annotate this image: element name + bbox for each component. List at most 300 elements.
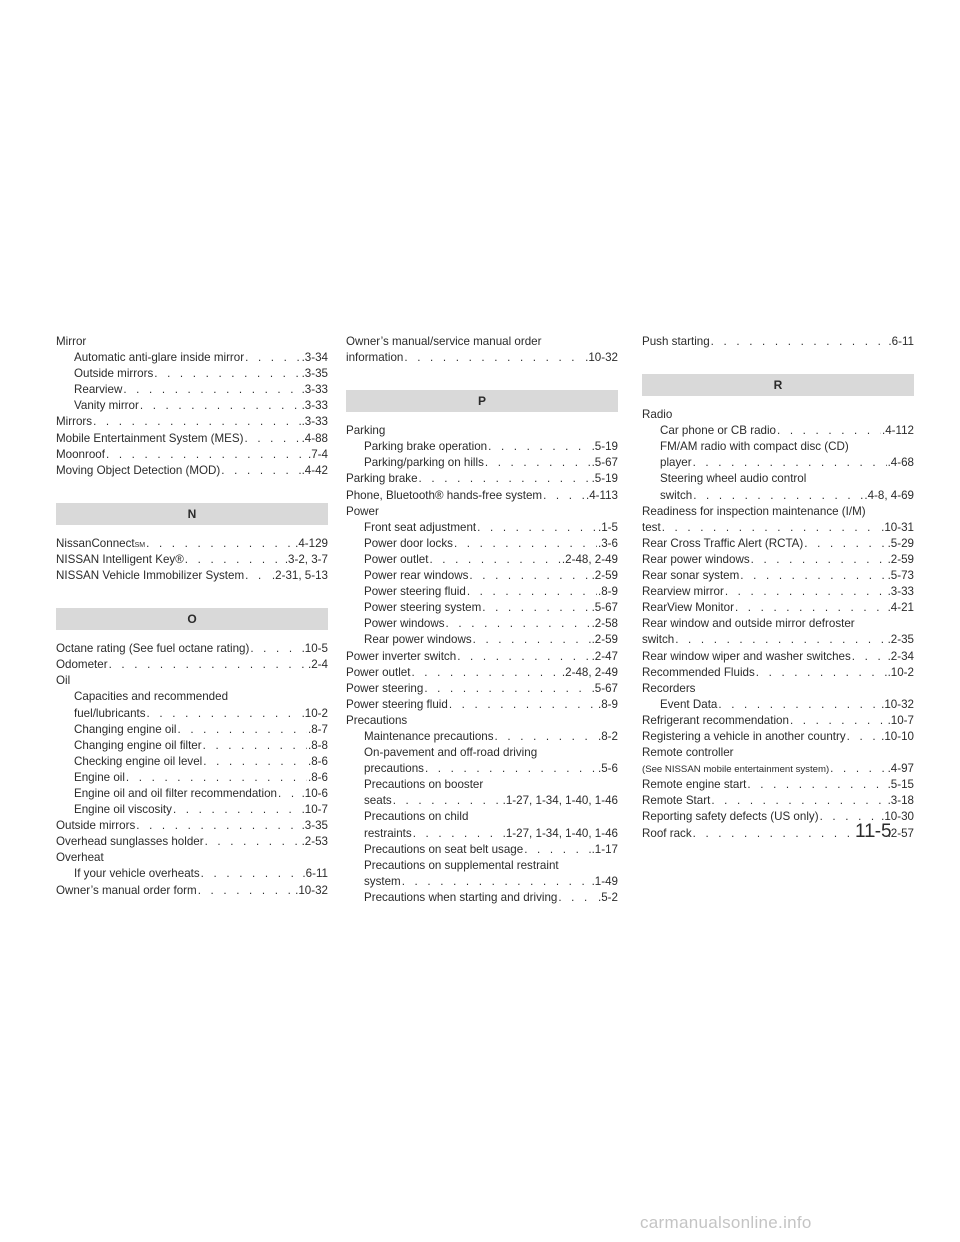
entry-text: Vanity mirror [74,399,139,413]
page-reference: .10-7 [887,713,914,727]
entry-text: FM/AM radio with compact disc (CD) [660,440,849,454]
index-subentry [56,738,328,754]
index-entry [642,584,914,600]
entry-text: Checking engine oil level [74,754,203,768]
dot-leader [693,455,887,471]
index-subentry [56,689,328,705]
index-entry [642,649,914,665]
entry-text: Overhead sunglasses holder [56,835,204,849]
index-entry [56,334,328,350]
dot-leader [847,729,880,745]
watermark[interactable]: carmanualsonline.info [640,1213,812,1232]
index-column-1 [56,334,328,899]
index-entry [642,729,914,745]
page-reference: .3-33 [887,585,914,599]
index-subentry [56,350,328,366]
dot-leader [747,777,886,793]
page-reference: .2-47 [591,649,618,663]
entry-text: Precautions on child [364,810,469,824]
page-reference: .10-32 [295,883,328,897]
dot-leader [250,641,300,657]
entry-text: Mirror [56,335,87,348]
index-entry [56,673,328,689]
page-reference: .3-33 [301,399,328,413]
entry-text: Octane rating (See fuel octane rating) [56,642,250,656]
dot-leader [221,463,300,479]
page-reference: .3-35 [301,819,328,833]
page-reference: .4-8, 4-69 [864,488,914,502]
page-reference: .8-8 [308,738,328,752]
dot-leader [449,697,597,713]
entry-text: Power steering fluid [346,697,448,711]
page-reference: .5-73 [887,569,914,583]
page-reference: .2-59 [591,569,618,583]
index-subentry [56,382,328,398]
entry-text: Steering wheel audio control [660,472,807,486]
page-reference: .4-129 [295,536,328,550]
entry-text: Rearview mirror [642,585,724,599]
entry-text: Recorders [642,681,696,695]
index-subentry [642,439,914,455]
entry-text: NISSAN Vehicle Immobilizer System [56,569,245,583]
index-subentry [56,754,328,770]
entry-text: On-pavement and off-road driving [364,746,538,760]
index-entry [346,504,618,520]
index-subentry [346,777,618,793]
page-reference: .6-11 [888,335,914,348]
entry-text: Push starting [642,335,710,348]
dot-leader [146,536,294,552]
page-reference: .3-34 [301,351,328,365]
page-reference: .2-59 [887,552,914,566]
index-entry [642,520,914,536]
page-reference: .5-15 [887,778,914,792]
dot-leader [718,697,880,713]
page-reference: .4-42 [301,463,328,477]
index-entry [56,818,328,834]
entry-text: switch [642,633,675,647]
index-entry [56,850,328,866]
index-entry [346,713,618,729]
dot-leader [735,600,887,616]
entry-text: Power [346,504,379,518]
index-entry [642,793,914,809]
entry-text: information [346,351,404,365]
dot-leader [245,350,300,366]
entry-text: Parking [346,424,386,438]
index-entry [642,745,914,761]
index-subentry [346,536,618,552]
entry-text: Engine oil viscosity [74,803,172,817]
page-reference: .10-7 [301,803,328,817]
index-subentry [346,455,618,471]
dot-leader [109,657,307,673]
entry-text: Remote Start [642,794,711,808]
page-reference: .10-10 [881,729,914,743]
entry-text: Recommended Fluids [642,665,755,679]
index-subentry [346,520,618,536]
index-subentry [346,890,618,906]
index-subentry [56,770,328,786]
entry-text: Owner’s manual order form [56,883,197,897]
section-header: P [346,390,618,412]
index-subentry [346,745,618,761]
index-subentry [346,809,618,825]
dot-leader [198,883,294,899]
index-subentry [642,697,914,713]
dot-leader [201,866,302,882]
entry-text: Power door locks [364,536,453,550]
dot-leader [488,439,590,455]
entry-text: Front seat adjustment [364,520,477,534]
dot-leader [830,761,886,777]
index-subentry [346,842,618,858]
dot-leader [413,826,502,842]
page-reference: .3-33 [301,383,328,397]
index-entry [346,665,618,681]
index-subentry [346,568,618,584]
entry-text: NissanConnect [56,536,135,550]
dot-leader [473,632,591,648]
entry-text: Phone, Bluetooth® hands-free system [346,488,543,502]
page-reference: .10-32 [881,697,914,711]
index-entry [56,834,328,850]
dot-leader [457,649,590,665]
dot-leader [495,729,597,745]
index-subentry [56,866,328,882]
page-reference: .2-53 [301,835,328,849]
index-column-3 [642,334,914,842]
index-subentry [56,706,328,722]
index-subentry [346,793,618,809]
entry-text: Overheat [56,851,104,865]
index-subentry [642,455,914,471]
page-reference: .1-17 [591,842,618,856]
index-entry [56,657,328,673]
dot-leader [205,834,301,850]
entry-text: Readiness for inspection maintenance (I/M) [642,504,866,518]
entry-text: Precautions on supplemental restraint [364,858,559,872]
index-entry [642,552,914,568]
dot-leader [482,600,590,616]
index-entry [346,649,618,665]
index-entry [642,681,914,697]
page-reference: .5-67 [591,456,618,470]
page-reference: .1-27, 1-34, 1-40, 1-46 [502,794,618,808]
page-reference: .2-31, 5-13 [271,569,328,583]
page-reference: .10-2 [301,706,328,720]
dot-leader [485,455,591,471]
entry-text: Refrigerant recommendation [642,713,789,727]
page-reference: .1-27, 1-34, 1-40, 1-46 [502,826,618,840]
index-entry [642,536,914,552]
dot-leader [454,536,597,552]
entry-text: Owner’s manual/service manual order [346,335,542,348]
entry-text: Outside mirrors [56,819,136,833]
entry-text: Engine oil [74,770,125,784]
index-entry [642,504,914,520]
index-entry [56,431,328,447]
entry-text: Parking brake operation [364,440,488,454]
entry-text: Odometer [56,658,108,672]
section-header: R [642,374,914,396]
section-header: O [56,608,328,630]
page-reference: .3-33 [301,415,328,429]
entry-text: precautions [364,762,424,776]
dot-leader [425,761,597,777]
page-reference: .2-4 [308,658,328,672]
page-reference: .10-30 [881,810,914,824]
entry-text: Engine oil and oil filter recommendation [74,786,278,800]
dot-leader [469,568,590,584]
entry-text: NISSAN Intelligent Key® [56,552,184,566]
index-subentry [56,366,328,382]
index-subentry [642,471,914,487]
index-entry [642,713,914,729]
entry-text: Rear sonar system [642,569,740,583]
page-reference: .3-18 [887,794,914,808]
index-subentry [346,858,618,874]
page-reference: .4-21 [887,601,914,615]
page-reference: .1-49 [591,874,618,888]
entry-text: Power steering fluid [364,585,466,599]
dot-leader [852,649,887,665]
entry-text: test [642,520,661,534]
page-reference: .5-6 [598,762,618,776]
entry-text: Radio [642,408,673,422]
entry-text: system [364,874,401,888]
entry-text: Precautions [346,713,408,727]
dot-leader [711,793,886,809]
page-reference: .10-6 [301,786,328,800]
dot-leader [804,536,886,552]
dot-leader [126,770,307,786]
index-subentry [346,729,618,745]
index-subentry [346,761,618,777]
page-reference: .4-97 [887,762,914,776]
dot-leader [424,681,590,697]
index-subentry [346,616,618,632]
page-number: 11-5 [855,821,892,842]
entry-text: Registering a vehicle in another country [642,729,846,743]
index-subentry [56,722,328,738]
page-reference: .8-7 [308,722,328,736]
index-entry [642,777,914,793]
index-subentry [346,584,618,600]
entry-text: Rear power windows [364,633,472,647]
dot-leader [203,738,307,754]
index-entry [642,761,914,777]
entry-text: Rear power windows [642,552,750,566]
page-reference: .4-68 [887,456,914,470]
entry-text: Moonroof [56,447,105,461]
entry-text: Rear Cross Traffic Alert (RCTA) [642,536,804,550]
index-entry [56,463,328,479]
dot-leader [154,366,300,382]
entry-text: Mobile Entertainment System (MES) [56,431,244,445]
page-reference: .8-2 [598,729,618,743]
entry-text: Power windows [364,617,445,631]
index-subentry [642,488,914,504]
dot-leader [185,552,284,568]
index-entry [346,350,618,366]
page-reference: .10-31 [881,520,914,534]
dot-leader [245,568,271,584]
index-subentry [346,632,618,648]
dot-leader [404,350,584,366]
dot-leader [751,552,887,568]
index-entry [642,568,914,584]
page-reference: .3-2, 3-7 [284,552,328,566]
page-reference: .2-48, 2-49 [561,552,618,566]
index-entry [346,471,618,487]
page-reference: .2-58 [591,617,618,631]
dot-leader [136,818,300,834]
page-reference: .6-11 [302,867,328,881]
dot-leader [740,568,886,584]
dot-leader [467,584,597,600]
page-reference: .10-32 [585,351,618,365]
dot-leader [524,842,590,858]
entry-text: restraints [364,826,412,840]
dot-leader [278,786,301,802]
dot-leader [558,890,597,906]
dot-leader [693,488,863,504]
page-reference: .8-9 [598,585,618,599]
page-reference: .2-35 [887,633,914,647]
index-subentry [56,786,328,802]
page-reference: .4-113 [585,488,618,502]
dot-leader [662,520,880,536]
index-subentry [56,398,328,414]
entry-text: Changing engine oil filter [74,738,202,752]
entry-text: player [660,456,692,470]
page-reference: .5-19 [591,440,618,454]
dot-leader [106,447,307,463]
entry-text: Event Data [660,697,718,711]
page-reference: .5-2 [598,890,618,904]
page-reference: .4-88 [301,431,328,445]
entry-text: Mirrors [56,415,93,429]
index-entry [346,697,618,713]
index-subentry [346,600,618,616]
dot-leader [203,754,307,770]
entry-text: Precautions on seat belt usage [364,842,524,856]
dot-leader [419,471,591,487]
dot-leader [147,706,301,722]
index-entry [56,568,328,584]
section-header: N [56,503,328,525]
dot-leader [446,616,591,632]
dot-leader [711,334,888,350]
entry-text: Power outlet [346,665,411,679]
index-entry [346,488,618,504]
dot-leader [402,874,591,890]
index-entry [642,616,914,632]
page-reference: .8-9 [598,697,618,711]
index-subentry [642,423,914,439]
page-reference: .2-48, 2-49 [561,665,618,679]
entry-text: Rear window and outside mirror defroster [642,617,855,631]
page-reference: .5-67 [591,681,618,695]
page-reference: .2-57 [887,826,914,840]
page-reference: .10-2 [887,665,914,679]
entry-text: RearView Monitor [642,601,734,615]
entry-text: Rear window wiper and washer switches [642,649,851,663]
entry-text: Capacities and recommended [74,690,229,704]
entry-text: Power steering system [364,601,482,615]
dot-leader [140,398,301,414]
index-subentry [346,439,618,455]
entry-text: Moving Object Detection (MOD) [56,463,221,477]
dot-leader [725,584,887,600]
index-subentry [346,826,618,842]
entry-text: Car phone or CB radio [660,424,776,438]
page-reference: .5-29 [887,536,914,550]
entry-text: Maintenance precautions [364,729,494,743]
entry-text: If your vehicle overheats [74,867,200,881]
dot-leader [543,488,585,504]
entry-text: Remote engine start [642,778,747,792]
page-reference: .7-4 [308,447,328,461]
entry-text: Roof rack [642,826,692,840]
entry-text: Remote controller [642,746,734,760]
index-entry [56,883,328,899]
dot-leader [675,632,886,648]
entry-text: switch [660,488,693,502]
index-subentry [346,552,618,568]
page-reference: .4-112 [881,424,914,438]
index-column-2 [346,334,618,906]
dot-leader [777,423,881,439]
entry-text: Reporting safety defects (US only) [642,810,819,824]
entry-text: Precautions when starting and driving [364,890,558,904]
entry-text: Power inverter switch [346,649,457,663]
index-subentry [56,802,328,818]
page-reference: .3-35 [301,367,328,381]
page-reference: .1-5 [598,520,618,534]
dot-leader [411,665,560,681]
dot-leader [123,382,300,398]
entry-text: seats [364,794,392,808]
entry-text: Rearview [74,383,123,397]
index-entry [642,665,914,681]
index-subentry [346,874,618,890]
entry-text: Power outlet [364,552,429,566]
dot-leader [429,552,560,568]
index-entry: NissanConnect SM . . . .4-129 [56,536,328,552]
dot-leader [393,793,502,809]
entry-text: Outside mirrors [74,367,154,381]
entry-text: Automatic anti-glare inside mirror [74,351,245,365]
page-reference: .2-34 [887,649,914,663]
index-entry [56,552,328,568]
entry-text: Parking brake [346,472,418,486]
index-entry [56,414,328,430]
entry-text: Changing engine oil [74,722,177,736]
entry-text: (See NISSAN mobile entertainment system) [642,764,830,776]
index-entry [56,641,328,657]
dot-leader [756,665,887,681]
dot-leader [93,414,301,430]
page-reference: .10-5 [301,642,328,656]
index-entry [642,600,914,616]
index-entry [642,334,914,350]
entry-text: Power steering [346,681,424,695]
entry-text: fuel/lubricants [74,706,146,720]
dot-leader [245,431,301,447]
dot-leader [173,802,301,818]
